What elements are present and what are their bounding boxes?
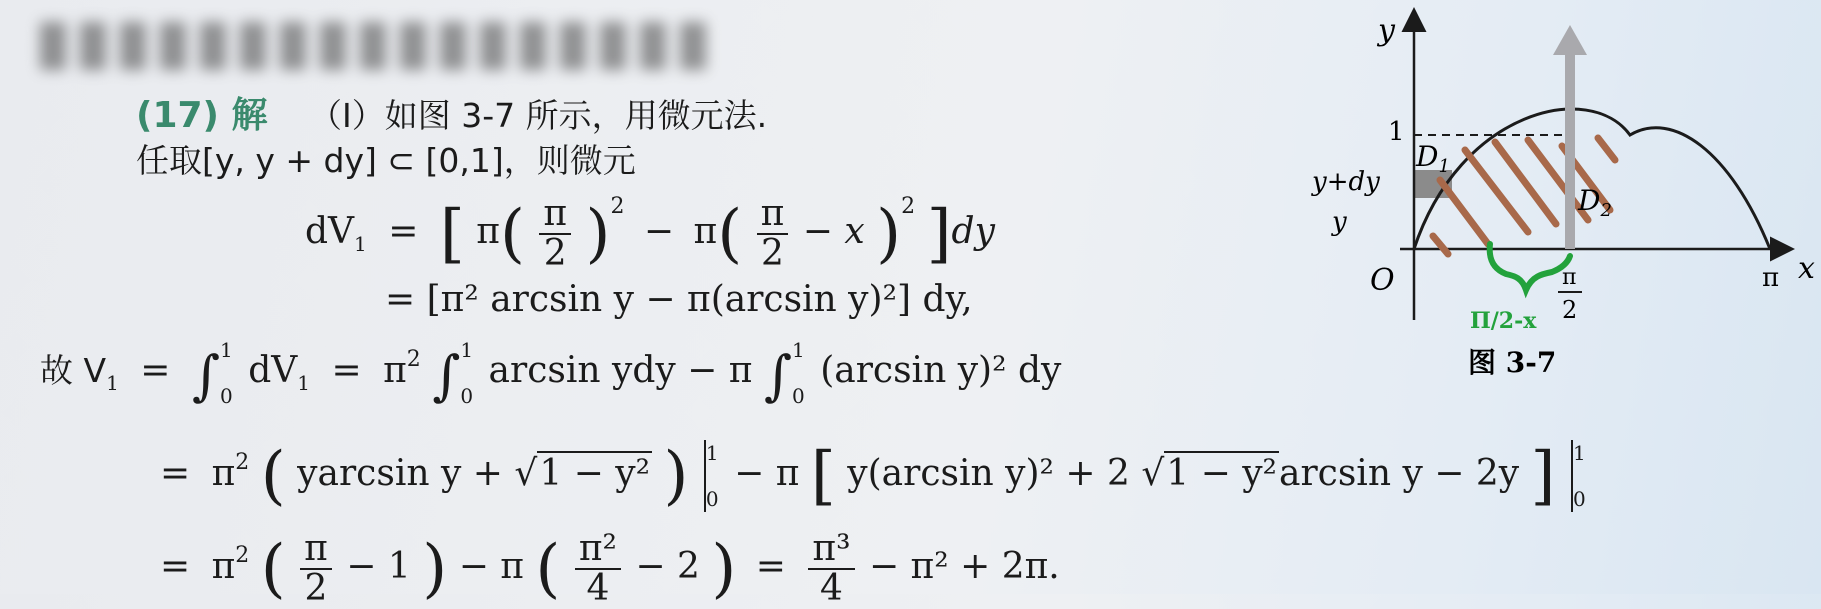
- fraction-pi-over-2: $\frac{\pi}{2}$: [757, 195, 789, 273]
- fraction-pi-cubed-over-4: $\frac{\text{π³}}{4}$: [808, 530, 854, 608]
- left-paren: (: [260, 531, 286, 606]
- gray-arrow-head: [1553, 25, 1587, 55]
- equals-sign: =: [331, 350, 362, 391]
- integral-limits: 1 0: [460, 338, 474, 408]
- minus-two: − 2: [635, 545, 700, 587]
- pi-tick-label: π: [1762, 263, 1780, 293]
- pi-exponent: 2: [235, 450, 250, 475]
- equation-dV1: [305, 195, 995, 273]
- half-pi-denominator: 2: [1562, 296, 1578, 324]
- one-label: 1: [1388, 117, 1405, 147]
- green-brace: [1490, 244, 1570, 290]
- interval-text: 任取[y, y + dy] ⊂ [0,1]，则微元: [136, 141, 636, 180]
- dV-symbol: dV: [248, 350, 298, 391]
- V-subscript: 1: [106, 371, 119, 395]
- figure-3-7: [1300, 0, 1821, 380]
- intro-text: （Ⅰ）如图 3-7 所示，用微元法.: [309, 96, 768, 135]
- minus-pi: − π: [458, 545, 524, 587]
- dV-symbol: dV: [305, 210, 355, 252]
- fraction-pi-squared-over-4: $\frac{\text{π²}}{4}$: [575, 530, 621, 608]
- result-tail: − π² + 2π.: [868, 545, 1060, 587]
- right-paren: ): [711, 531, 737, 606]
- minus-one: − 1: [346, 545, 411, 587]
- left-bracket: [: [810, 439, 836, 513]
- y-label: y: [1332, 207, 1347, 237]
- equals-sign: =: [160, 453, 191, 494]
- pi-symbol: π: [693, 210, 718, 252]
- equation-antiderivative: [160, 440, 1590, 512]
- dV-subscript: 1: [354, 231, 367, 256]
- pi-symbol: π: [476, 210, 500, 252]
- D2-label: $D_2$: [1578, 184, 1612, 221]
- left-paren: (: [717, 196, 743, 271]
- pi-exponent: 2: [235, 542, 250, 568]
- equation-expanded: = [π² arcsin y − π(arcsin y)²] dy,: [385, 279, 973, 320]
- y-axis-label: y: [1378, 13, 1395, 48]
- minus-pi: − π: [734, 453, 800, 494]
- arcsin-minus-2y: arcsin y − 2y: [1279, 453, 1520, 494]
- right-paren: ): [876, 196, 902, 271]
- D1-label: $D_1$: [1416, 140, 1450, 177]
- pi-symbol: π: [211, 453, 236, 494]
- pi-symbol: π: [383, 350, 407, 391]
- y-plus-dy-label: y+dy: [1312, 167, 1380, 197]
- sine-curve: [1414, 109, 1770, 249]
- right-paren: ): [585, 196, 611, 271]
- fraction-pi-over-2: $\frac{\pi}{2}$: [539, 195, 571, 273]
- half-pi-numerator: π: [1562, 265, 1577, 290]
- figure-caption: 图 3-7: [1468, 346, 1557, 379]
- integral-sign: ∫: [763, 344, 793, 407]
- left-paren: (: [260, 439, 286, 513]
- y-arcsin-squared-term: y(arcsin y)² + 2: [847, 453, 1142, 494]
- equals-sign: =: [755, 545, 786, 587]
- pi-over-2-minus-x-annotation: Π/2-x: [1470, 308, 1537, 334]
- right-paren: ): [663, 439, 689, 513]
- equals-sign: =: [140, 350, 171, 391]
- origin-label: O: [1370, 263, 1395, 298]
- square-exponent: 2: [901, 193, 916, 219]
- equals-sign: =: [160, 545, 191, 587]
- square-exponent: 2: [610, 193, 625, 219]
- right-bracket: ]: [1530, 439, 1556, 513]
- problem-number: (17) 解: [136, 95, 268, 136]
- equals-sign: =: [388, 210, 419, 252]
- minus-sign: −: [643, 210, 675, 252]
- integral-sign: ∫: [191, 344, 221, 407]
- fraction-pi-over-2: $\frac{\pi}{2}$: [300, 530, 332, 608]
- right-paren: ): [422, 531, 448, 606]
- evaluation-limits: 1 0: [705, 441, 719, 511]
- equation-final-result: [160, 530, 1060, 608]
- solution-header: [136, 95, 768, 136]
- yarcsin-term: yarcsin y +: [297, 453, 515, 494]
- pi-symbol: π: [211, 545, 236, 587]
- minus-x: − x: [802, 210, 865, 252]
- dV-subscript: 1: [297, 371, 310, 395]
- sqrt-sign: √: [1141, 453, 1165, 494]
- left-paren: (: [499, 196, 525, 271]
- sqrt-sign: √: [514, 453, 538, 494]
- pi-exponent: 2: [406, 347, 421, 372]
- equation-V1-integral: [40, 340, 1061, 406]
- dy-symbol: dy: [951, 210, 995, 252]
- evaluation-limits: 1 0: [1572, 441, 1586, 511]
- left-bracket: [: [439, 196, 465, 271]
- left-paren: (: [535, 531, 561, 606]
- integral-sign: ∫: [432, 344, 461, 407]
- blurred-previous-line: [40, 22, 720, 70]
- integrand-arcsin-squared: (arcsin y)² dy: [820, 350, 1062, 391]
- right-bracket: ]: [926, 196, 952, 271]
- integral-limits: 1 0: [792, 338, 805, 408]
- sqrt-radicand: 1 − y²: [539, 453, 651, 494]
- x-axis-label: x: [1798, 251, 1815, 286]
- sqrt-radicand: 1 − y²: [1166, 453, 1277, 494]
- integrand-arcsin: arcsin ydy − π: [488, 350, 753, 391]
- gu-V-symbol: 故 V: [40, 351, 107, 390]
- integral-limits: 1 0: [220, 338, 233, 408]
